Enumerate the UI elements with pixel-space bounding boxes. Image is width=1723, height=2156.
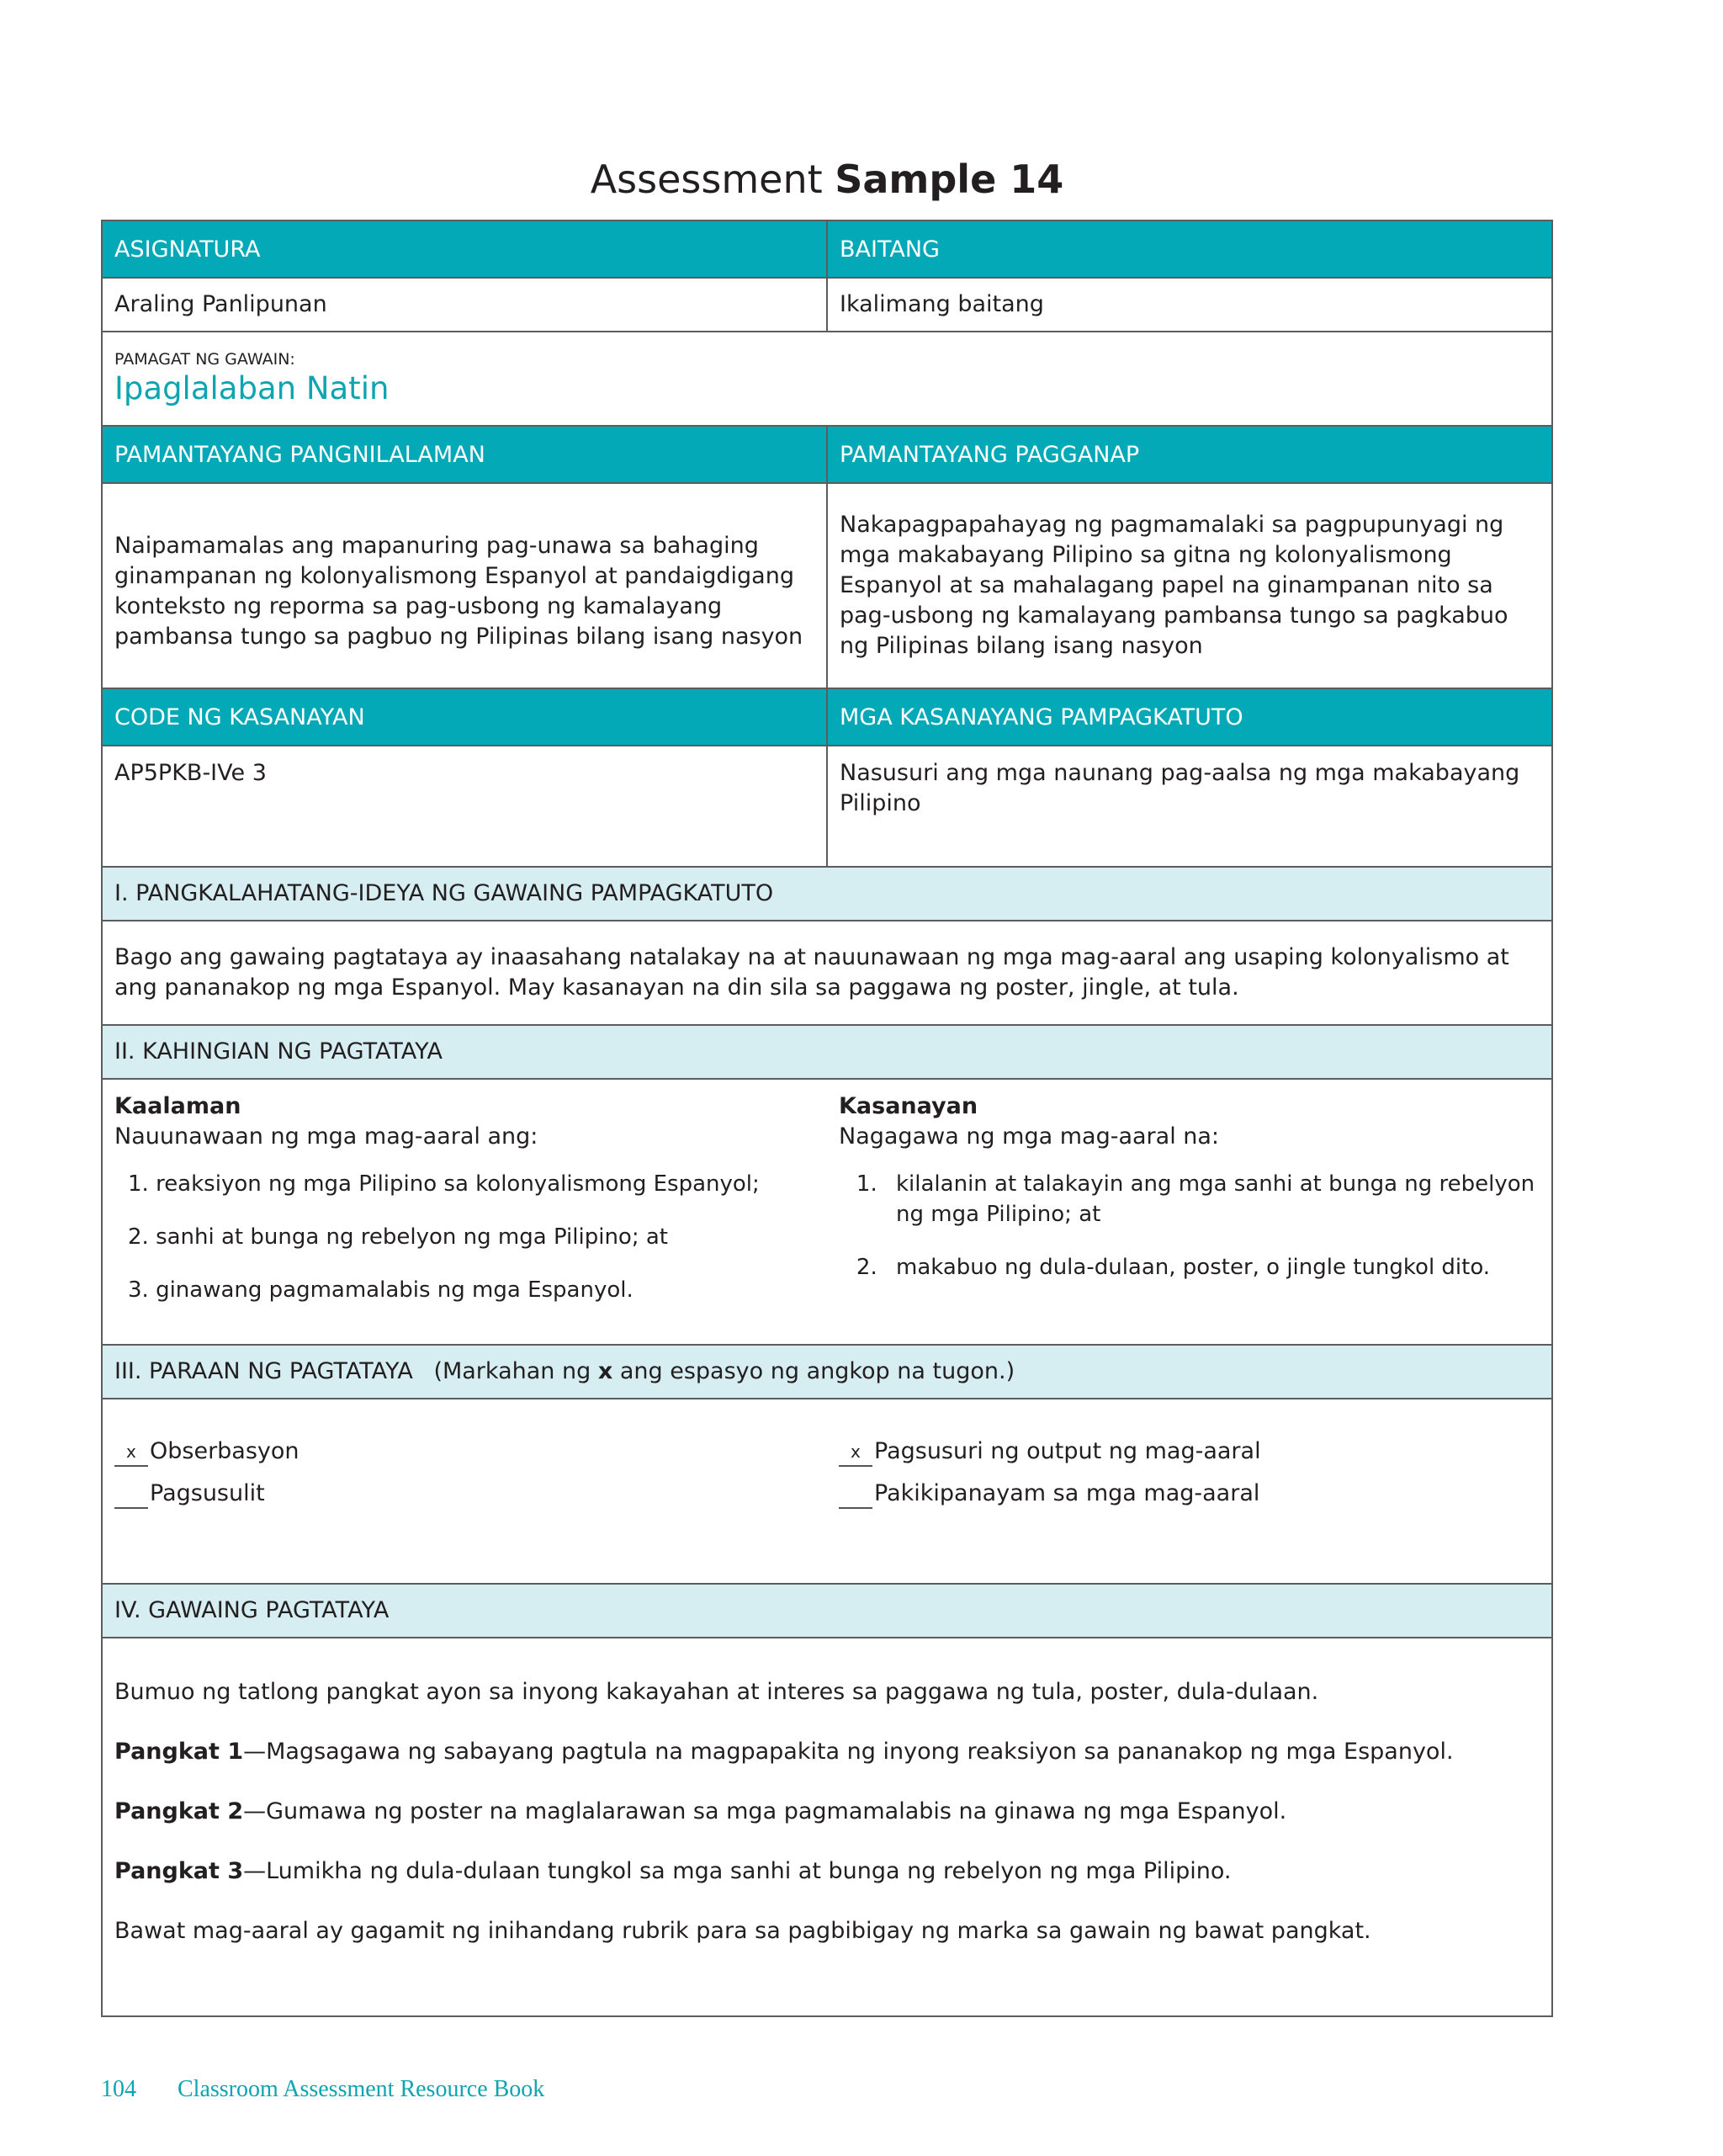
option-label: Pakikipanayam sa mga mag-aaral <box>874 1480 1260 1506</box>
option-label: Pagsusulit <box>150 1480 265 1506</box>
methods-right <box>827 1399 1552 1584</box>
kasanayan-intro: Nagagawa ng mga mag-aaral na: <box>839 1123 1220 1150</box>
pangnilalaman-value: Naipamamalas ang mapanuring pag-unawa sa bahaging ginampanan ng kolonyalismong Espanyol at pandaigdigang konteksto ng reporma sa pag-usbong ng kamalayang pambansa tungo sa pagbuo ng Pilipinas bilang isang nasyon <box>102 483 827 688</box>
kasanayan-title: Kasanayan <box>839 1093 978 1119</box>
group-1 <box>114 1737 1540 1767</box>
section4-intro: Bumuo ng tatlong pangkat ayon sa inyong kakayahan at interes sa paggawa ng tula, poster, dula-dulaan. <box>114 1679 1319 1705</box>
baitang-value: Ikalimang baitang <box>827 278 1552 332</box>
kasanayan-item: 1. kilalanin at talakayin ang mga sanhi at bunga ng rebelyon ng mga Pilipino; at <box>884 1169 1540 1229</box>
gawain-cell <box>102 332 1552 426</box>
checkbox-blank[interactable] <box>114 1443 148 1467</box>
option-pagsusulit[interactable] <box>114 1479 815 1509</box>
option-pakikipanayam[interactable] <box>839 1479 1540 1509</box>
section4-heading: IV. GAWAING PAGTATAYA <box>102 1584 1552 1638</box>
page-number: 104 <box>101 2076 136 2102</box>
kaalaman-title: Kaalaman <box>114 1093 241 1119</box>
check-mark: x <box>851 1442 861 1462</box>
kasanayan-cell <box>827 1079 1552 1345</box>
baitang-header: BAITANG <box>827 220 1552 278</box>
group-label: Pangkat 2 <box>114 1798 244 1824</box>
pagganap-header: PAMANTAYANG PAGGANAP <box>827 426 1552 483</box>
section4-body <box>102 1638 1552 2016</box>
gawain-title: Ipaglalaban Natin <box>114 370 390 406</box>
option-label: Obserbasyon <box>150 1438 300 1464</box>
section1-text: Bago ang gawaing pagtataya ay inaasahang natalakay na at nauunawaan ng mga mag-aaral ang usaping kolonyalismo at ang pananakop ng mga Espanyol. May kasanayan na din sila sa paggawa ng poster, jingle, at tula. <box>102 921 1552 1025</box>
checkbox-blank[interactable] <box>839 1485 872 1509</box>
option-obserbasyon[interactable] <box>114 1436 815 1467</box>
check-mark: x <box>126 1442 136 1462</box>
asignatura-header: ASIGNATURA <box>102 220 827 278</box>
section1-heading: I. PANGKALAHATANG-IDEYA NG GAWAING PAMPAGKATUTO <box>102 867 1552 921</box>
kaalaman-intro: Nauunawaan ng mga mag-aaral ang: <box>114 1123 538 1150</box>
group-text: —Magsagawa ng sabayang pagtula na magpapakita ng inyong reaksiyon sa pananakop ng mga Espanyol. <box>243 1739 1454 1765</box>
kasanayan-value: Nasusuri ang mga naunang pag-aalsa ng mga makabayang Pilipino <box>827 746 1552 867</box>
option-pagsusuri[interactable] <box>839 1436 1540 1467</box>
option-label: Pagsusuri ng output ng mag-aaral <box>874 1438 1261 1464</box>
assessment-table <box>101 220 1553 2017</box>
section2-heading: II. KAHINGIAN NG PAGTATAYA <box>102 1025 1552 1079</box>
pagganap-value: Nakapagpapahayag ng pagmamalaki sa pagpupunyagi ng mga makabayang Pilipino sa gitna ng kolonyalismong Espanyol at sa mahalagang papel na ginampanan nito sa pag-usbong ng kamalayang pambansa tungo sa pagkabuo ng Pilipinas bilang isang nasyon <box>827 483 1552 688</box>
section3-heading: III. PARAAN NG PAGTATAYA <box>114 1358 413 1384</box>
section3-heading-cell <box>102 1345 1552 1399</box>
gawain-label: PAMAGAT NG GAWAIN: <box>114 350 295 369</box>
group-3 <box>114 1856 1540 1887</box>
section3-note-post: ang espasyo ng angkop na tugon.) <box>619 1358 1015 1384</box>
asignatura-value: Araling Panlipunan <box>102 278 827 332</box>
group-2 <box>114 1797 1540 1827</box>
kasanayan-header: MGA KASANAYANG PAMPAGKATUTO <box>827 688 1552 746</box>
pangnilalaman-header: PAMANTAYANG PANGNILALAMAN <box>102 426 827 483</box>
kasanayan-list <box>839 1169 1540 1282</box>
section3-note-pre: (Markahan ng <box>433 1358 591 1384</box>
kaalaman-cell <box>102 1079 827 1345</box>
page-title-regular: Assessment <box>590 157 823 202</box>
kaalaman-item: 3. ginawang pagmamalabis ng mga Espanyol. <box>128 1277 634 1303</box>
page-title-bold: Sample 14 <box>835 157 1064 202</box>
group-label: Pangkat 3 <box>114 1858 244 1884</box>
section3-note-x: x <box>597 1358 613 1384</box>
page-footer <box>101 2073 544 2106</box>
section3-note <box>433 1358 1015 1384</box>
group-text: —Lumikha ng dula-dulaan tungkol sa mga sanhi at bunga ng rebelyon ng mga Pilipino. <box>243 1858 1232 1884</box>
page-title <box>0 150 1654 209</box>
kaalaman-list <box>114 1169 815 1305</box>
group-text: —Gumawa ng poster na maglalarawan sa mga pagmamalabis na ginawa ng mga Espanyol. <box>243 1798 1287 1824</box>
kaalaman-item: 1. reaksiyon ng mga Pilipino sa kolonyalismong Espanyol; <box>128 1171 760 1197</box>
checkbox-blank[interactable] <box>114 1485 148 1509</box>
code-header: CODE NG KASANAYAN <box>102 688 827 746</box>
checkbox-blank[interactable] <box>839 1443 872 1467</box>
section4-closing: Bawat mag-aaral ay gagamit ng inihandang rubrik para sa pagbibigay ng marka sa gawain ng bawat pangkat. <box>114 1918 1371 1944</box>
group-label: Pangkat 1 <box>114 1739 244 1765</box>
code-value: AP5PKB-IVe 3 <box>102 746 827 867</box>
methods-left <box>102 1399 827 1584</box>
kasanayan-item: 2. makabuo ng dula-dulaan, poster, o jingle tungkol dito. <box>884 1252 1540 1282</box>
book-title: Classroom Assessment Resource Book <box>178 2076 545 2102</box>
kaalaman-item: 2. sanhi at bunga ng rebelyon ng mga Pilipino; at <box>128 1224 668 1250</box>
